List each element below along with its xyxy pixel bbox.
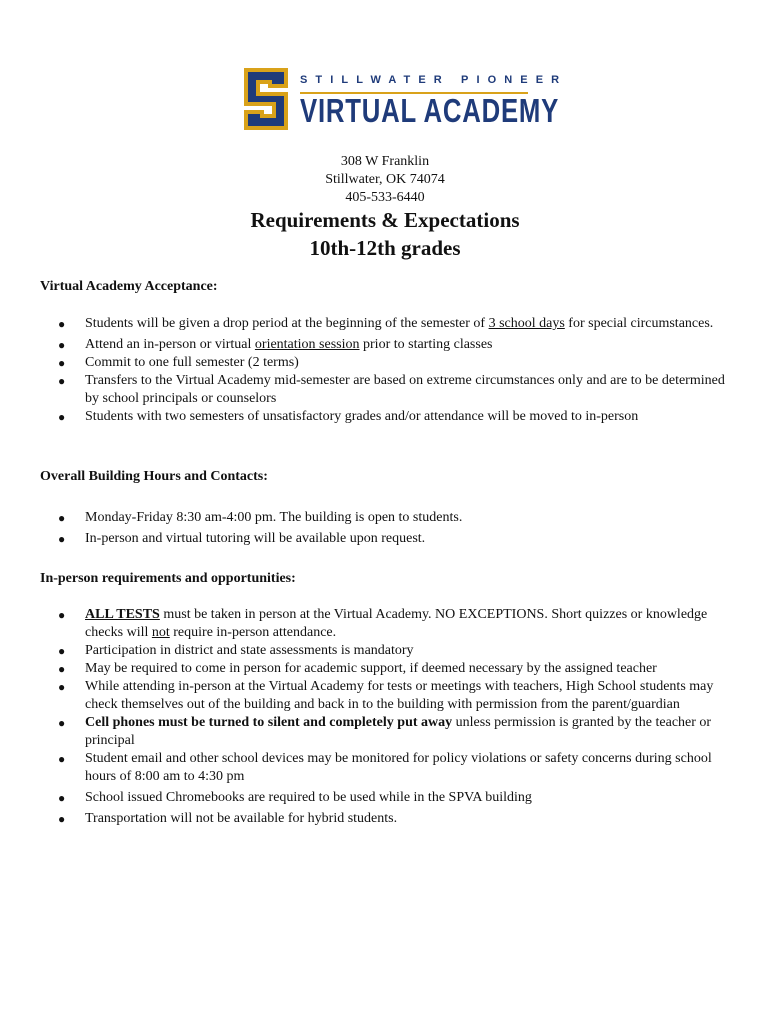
item-underlined: not xyxy=(151,625,170,640)
item-underlined: 3 school days xyxy=(488,316,565,331)
item-emphasis: ALL TESTS xyxy=(85,607,160,622)
item-text: Participation in district and state assessments is mandatory xyxy=(85,643,414,658)
list-item xyxy=(58,714,728,750)
bullet-icon: ● xyxy=(58,791,66,805)
section-heading-inperson: In-person requirements and opportunities: xyxy=(40,571,296,586)
bullet-icon: ● xyxy=(58,338,66,352)
list-item xyxy=(58,530,728,548)
bullet-icon: ● xyxy=(58,356,66,370)
bullet-icon: ● xyxy=(58,608,66,622)
list-item xyxy=(58,642,728,660)
page-subtitle: 10th-12th grades xyxy=(309,236,461,260)
list-item xyxy=(58,354,728,372)
item-text: School issued Chromebooks are required to be used while in the SPVA building xyxy=(85,790,532,805)
bullet-icon: ● xyxy=(58,716,66,730)
list-item xyxy=(58,372,728,408)
section-heading-acceptance: Virtual Academy Acceptance: xyxy=(40,279,218,294)
item-text: Student email and other school devices may be monitored for policy violations or safety concerns during school hours of 8:00 am to 4:30 pm xyxy=(85,751,712,784)
bullet-icon: ● xyxy=(58,410,66,424)
hours-list xyxy=(58,509,728,548)
bullet-icon: ● xyxy=(58,532,66,546)
item-emphasis: Cell phones must be turned to silent and completely put away xyxy=(85,715,453,730)
inperson-list xyxy=(58,606,728,828)
address-street: 308 W Franklin xyxy=(340,154,430,169)
bullet-icon: ● xyxy=(58,317,66,331)
item-text: Transportation will not be available for hybrid students. xyxy=(85,811,398,826)
bullet-icon: ● xyxy=(58,374,66,388)
list-item xyxy=(58,789,728,807)
list-item xyxy=(58,678,728,714)
item-text: Monday-Friday 8:30 am-4:00 pm. The building is open to students. xyxy=(85,510,463,525)
page-title: Requirements & Expectations xyxy=(250,208,520,232)
item-text: May be required to come in person for academic support, if deemed necessary by the assigned teacher xyxy=(85,661,657,676)
item-text: unless permission is granted by the teacher or principal xyxy=(85,715,712,748)
bullet-icon: ● xyxy=(58,511,66,525)
item-text: While attending in-person at the Virtual Academy for tests or meetings with teachers, High School students may check themselves out of the building and back in to the building with permission from the parent/guardian xyxy=(85,679,714,712)
list-item xyxy=(58,750,728,786)
item-underlined: orientation session xyxy=(254,337,360,352)
item-text: require in-person attendance. xyxy=(169,625,337,640)
item-text: In-person and virtual tutoring will be available upon request. xyxy=(85,531,426,546)
list-item xyxy=(58,509,728,527)
list-item xyxy=(58,408,728,426)
bullet-icon: ● xyxy=(58,812,66,826)
bullet-icon: ● xyxy=(58,644,66,658)
item-text: Students will be given a drop period at the beginning of the semester of xyxy=(85,316,489,331)
address-phone: 405-533-6440 xyxy=(345,190,425,205)
list-item xyxy=(58,810,728,828)
bullet-icon: ● xyxy=(58,752,66,766)
address-city: Stillwater, OK 74074 xyxy=(325,172,445,187)
academy-logo xyxy=(238,64,568,134)
list-item xyxy=(58,606,728,642)
item-text: for special circumstances. xyxy=(564,316,714,331)
item-text: Commit to one full semester (2 terms) xyxy=(85,355,299,370)
item-text: prior to starting classes xyxy=(359,337,493,352)
bullet-icon: ● xyxy=(58,680,66,694)
item-text: Attend an in-person or virtual xyxy=(85,337,255,352)
item-text: Students with two semesters of unsatisfactory grades and/or attendance will be moved to in-person xyxy=(85,409,639,424)
acceptance-list xyxy=(58,315,728,426)
s-logo-icon xyxy=(238,64,296,134)
logo-line-1: STILLWATER PIONEER xyxy=(300,74,568,86)
item-text: must be taken in person at the Virtual Academy. NO EXCEPTIONS. Short quizzes or knowledge checks will xyxy=(85,607,708,640)
list-item xyxy=(58,660,728,678)
list-item xyxy=(58,315,728,333)
logo-line-2: VIRTUAL ACADEMY xyxy=(300,92,560,129)
section-heading-hours: Overall Building Hours and Contacts: xyxy=(40,469,268,484)
bullet-icon: ● xyxy=(58,662,66,676)
list-item xyxy=(58,336,728,354)
item-text: Transfers to the Virtual Academy mid-semester are based on extreme circumstances only and are to be determined by school principals or counselors xyxy=(85,373,725,406)
